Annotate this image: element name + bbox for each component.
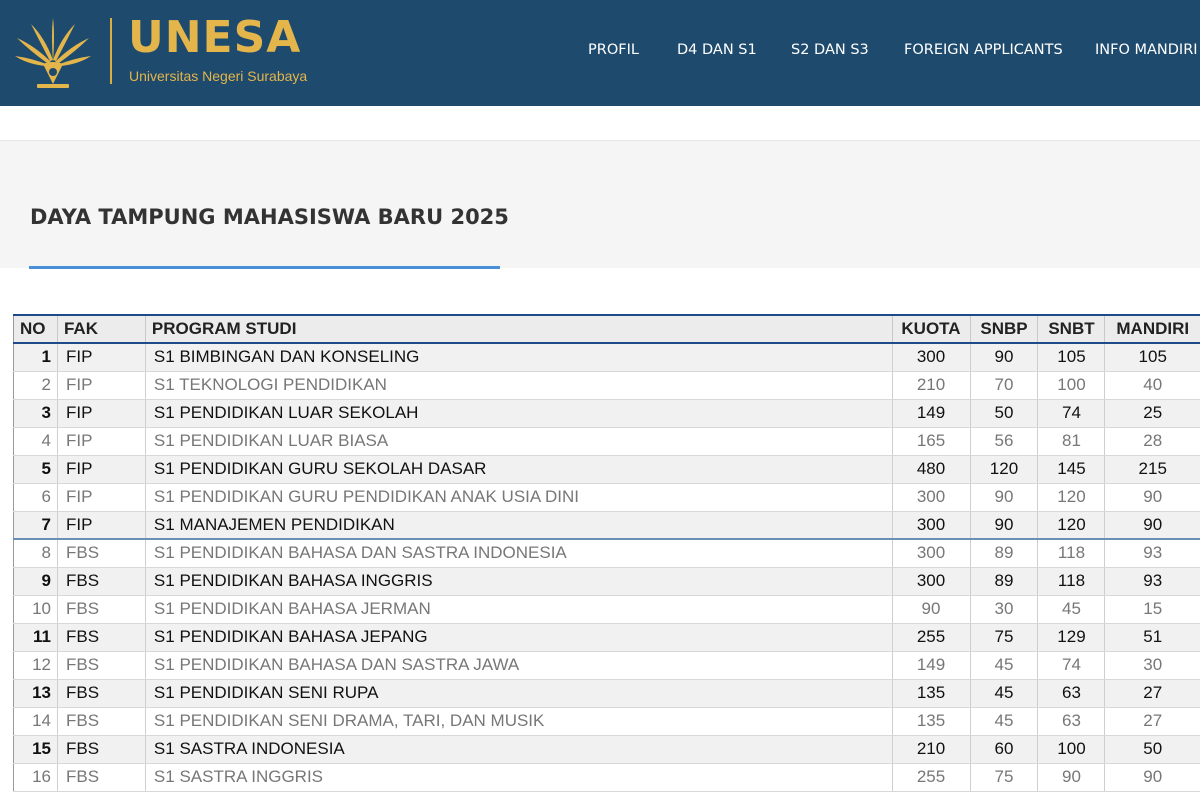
- cell-snbp: 50: [970, 399, 1038, 427]
- cell-mandiri: 105: [1105, 343, 1200, 371]
- cell-no: 7: [14, 511, 58, 539]
- table-row: [14, 371, 1200, 399]
- page-title: DAYA TAMPUNG MAHASISWA BARU 2025: [30, 205, 509, 229]
- cell-snbt: 90: [1038, 763, 1105, 791]
- cell-program-studi: S1 TEKNOLOGI PENDIDIKAN: [145, 371, 892, 399]
- cell-fak: FIP: [57, 511, 145, 539]
- cell-fak: FIP: [57, 455, 145, 483]
- cell-program-studi: S1 MANAJEMEN PENDIDIKAN: [145, 511, 892, 539]
- header-kuota: KUOTA: [892, 315, 970, 343]
- cell-no: 11: [14, 623, 58, 651]
- cell-program-studi: S1 SASTRA INGGRIS: [145, 763, 892, 791]
- cell-snbt: 118: [1038, 567, 1105, 595]
- cell-kuota: 300: [892, 343, 970, 371]
- cell-fak: FBS: [57, 651, 145, 679]
- cell-kuota: 149: [892, 399, 970, 427]
- cell-kuota: 90: [892, 595, 970, 623]
- capacity-table: [13, 314, 1200, 792]
- cell-snbp: 90: [970, 343, 1038, 371]
- cell-snbp: 30: [970, 595, 1038, 623]
- nav-item-info-mandiri[interactable]: INFO MANDIRI: [1095, 42, 1198, 58]
- cell-no: 8: [14, 539, 58, 567]
- cell-snbp: 90: [970, 483, 1038, 511]
- cell-snbt: 74: [1038, 399, 1105, 427]
- header-program-studi: PROGRAM STUDI: [145, 315, 892, 343]
- cell-program-studi: S1 PENDIDIKAN SENI RUPA: [145, 679, 892, 707]
- cell-program-studi: S1 PENDIDIKAN SENI DRAMA, TARI, DAN MUSIK: [145, 707, 892, 735]
- cell-fak: FBS: [57, 539, 145, 567]
- cell-mandiri: 15: [1105, 595, 1200, 623]
- cell-no: 3: [14, 399, 58, 427]
- cell-fak: FBS: [57, 567, 145, 595]
- cell-snbp: 120: [970, 455, 1038, 483]
- cell-program-studi: S1 PENDIDIKAN BAHASA INGGRIS: [145, 567, 892, 595]
- table-row: [14, 455, 1200, 483]
- cell-snbt: 120: [1038, 483, 1105, 511]
- cell-mandiri: 93: [1105, 567, 1200, 595]
- cell-snbp: 89: [970, 539, 1038, 567]
- cell-no: 15: [14, 735, 58, 763]
- cell-no: 14: [14, 707, 58, 735]
- nav-item-d4-dan-s1[interactable]: D4 DAN S1: [677, 42, 757, 58]
- cell-snbt: 129: [1038, 623, 1105, 651]
- cell-no: 5: [14, 455, 58, 483]
- site-header: [0, 0, 1200, 106]
- table-row: [14, 763, 1200, 791]
- cell-no: 1: [14, 343, 58, 371]
- nav-item-profil[interactable]: PROFIL: [588, 42, 639, 58]
- table-row: [14, 735, 1200, 763]
- cell-fak: FIP: [57, 371, 145, 399]
- cell-program-studi: S1 PENDIDIKAN GURU SEKOLAH DASAR: [145, 455, 892, 483]
- cell-mandiri: 40: [1105, 371, 1200, 399]
- cell-snbt: 81: [1038, 427, 1105, 455]
- cell-program-studi: S1 PENDIDIKAN LUAR SEKOLAH: [145, 399, 892, 427]
- cell-kuota: 149: [892, 651, 970, 679]
- brand-subtitle: Universitas Negeri Surabaya: [129, 68, 307, 84]
- cell-fak: FBS: [57, 623, 145, 651]
- cell-program-studi: S1 PENDIDIKAN BAHASA JEPANG: [145, 623, 892, 651]
- page-title-banner: [0, 140, 1200, 268]
- cell-kuota: 300: [892, 567, 970, 595]
- cell-program-studi: S1 BIMBINGAN DAN KONSELING: [145, 343, 892, 371]
- cell-kuota: 300: [892, 539, 970, 567]
- cell-fak: FIP: [57, 427, 145, 455]
- table-row: [14, 539, 1200, 567]
- cell-snbp: 70: [970, 371, 1038, 399]
- cell-no: 16: [14, 763, 58, 791]
- cell-snbp: 90: [970, 511, 1038, 539]
- cell-kuota: 255: [892, 763, 970, 791]
- cell-kuota: 300: [892, 511, 970, 539]
- cell-kuota: 210: [892, 735, 970, 763]
- table-row: [14, 651, 1200, 679]
- cell-snbt: 100: [1038, 735, 1105, 763]
- cell-kuota: 300: [892, 483, 970, 511]
- cell-program-studi: S1 PENDIDIKAN BAHASA DAN SASTRA INDONESIA: [145, 539, 892, 567]
- cell-program-studi: S1 PENDIDIKAN GURU PENDIDIKAN ANAK USIA DINI: [145, 483, 892, 511]
- cell-mandiri: 215: [1105, 455, 1200, 483]
- cell-program-studi: S1 SASTRA INDONESIA: [145, 735, 892, 763]
- cell-no: 10: [14, 595, 58, 623]
- table-row: [14, 427, 1200, 455]
- cell-snbp: 89: [970, 567, 1038, 595]
- header-no: NO: [14, 315, 58, 343]
- cell-snbp: 60: [970, 735, 1038, 763]
- table-row: [14, 511, 1200, 539]
- nav-item-foreign-applicants[interactable]: FOREIGN APPLICANTS: [904, 42, 1063, 58]
- cell-mandiri: 50: [1105, 735, 1200, 763]
- cell-fak: FBS: [57, 679, 145, 707]
- cell-snbt: 105: [1038, 343, 1105, 371]
- cell-snbt: 63: [1038, 707, 1105, 735]
- table-row: [14, 343, 1200, 371]
- cell-snbp: 75: [970, 623, 1038, 651]
- cell-snbp: 45: [970, 679, 1038, 707]
- cell-snbp: 75: [970, 763, 1038, 791]
- cell-no: 9: [14, 567, 58, 595]
- cell-fak: FBS: [57, 595, 145, 623]
- cell-mandiri: 28: [1105, 427, 1200, 455]
- capacity-table-container: [13, 314, 1200, 792]
- cell-program-studi: S1 PENDIDIKAN LUAR BIASA: [145, 427, 892, 455]
- cell-snbp: 56: [970, 427, 1038, 455]
- cell-program-studi: S1 PENDIDIKAN BAHASA JERMAN: [145, 595, 892, 623]
- cell-snbt: 45: [1038, 595, 1105, 623]
- table-body: [14, 343, 1200, 791]
- cell-fak: FIP: [57, 399, 145, 427]
- cell-no: 6: [14, 483, 58, 511]
- cell-mandiri: 90: [1105, 511, 1200, 539]
- cell-fak: FBS: [57, 735, 145, 763]
- cell-snbt: 74: [1038, 651, 1105, 679]
- cell-snbp: 45: [970, 651, 1038, 679]
- cell-kuota: 135: [892, 707, 970, 735]
- cell-snbt: 145: [1038, 455, 1105, 483]
- cell-kuota: 135: [892, 679, 970, 707]
- cell-snbt: 63: [1038, 679, 1105, 707]
- cell-fak: FBS: [57, 763, 145, 791]
- cell-mandiri: 25: [1105, 399, 1200, 427]
- nav-item-s2-dan-s3[interactable]: S2 DAN S3: [791, 42, 869, 58]
- cell-no: 12: [14, 651, 58, 679]
- table-row: [14, 623, 1200, 651]
- header-snbp: SNBP: [970, 315, 1038, 343]
- table-row: [14, 399, 1200, 427]
- cell-mandiri: 30: [1105, 651, 1200, 679]
- header-snbt: SNBT: [1038, 315, 1105, 343]
- table-header-row: [14, 315, 1200, 343]
- table-row: [14, 679, 1200, 707]
- cell-snbp: 45: [970, 707, 1038, 735]
- unesa-logo-icon[interactable]: [13, 14, 93, 90]
- table-row: [14, 707, 1200, 735]
- cell-fak: FBS: [57, 707, 145, 735]
- cell-program-studi: S1 PENDIDIKAN BAHASA DAN SASTRA JAWA: [145, 651, 892, 679]
- cell-snbt: 118: [1038, 539, 1105, 567]
- cell-mandiri: 93: [1105, 539, 1200, 567]
- cell-kuota: 165: [892, 427, 970, 455]
- header-fak: FAK: [57, 315, 145, 343]
- cell-no: 13: [14, 679, 58, 707]
- cell-kuota: 255: [892, 623, 970, 651]
- cell-mandiri: 27: [1105, 679, 1200, 707]
- cell-no: 2: [14, 371, 58, 399]
- table-row: [14, 567, 1200, 595]
- title-underline: [29, 266, 500, 269]
- brand-name[interactable]: UNESA: [128, 12, 301, 64]
- logo-divider: [110, 18, 112, 84]
- cell-kuota: 210: [892, 371, 970, 399]
- header-mandiri: MANDIRI: [1105, 315, 1200, 343]
- table-row: [14, 595, 1200, 623]
- cell-no: 4: [14, 427, 58, 455]
- cell-snbt: 120: [1038, 511, 1105, 539]
- cell-kuota: 480: [892, 455, 970, 483]
- cell-fak: FIP: [57, 483, 145, 511]
- cell-mandiri: 90: [1105, 763, 1200, 791]
- cell-fak: FIP: [57, 343, 145, 371]
- cell-mandiri: 90: [1105, 483, 1200, 511]
- cell-mandiri: 27: [1105, 707, 1200, 735]
- cell-snbt: 100: [1038, 371, 1105, 399]
- table-row: [14, 483, 1200, 511]
- cell-mandiri: 51: [1105, 623, 1200, 651]
